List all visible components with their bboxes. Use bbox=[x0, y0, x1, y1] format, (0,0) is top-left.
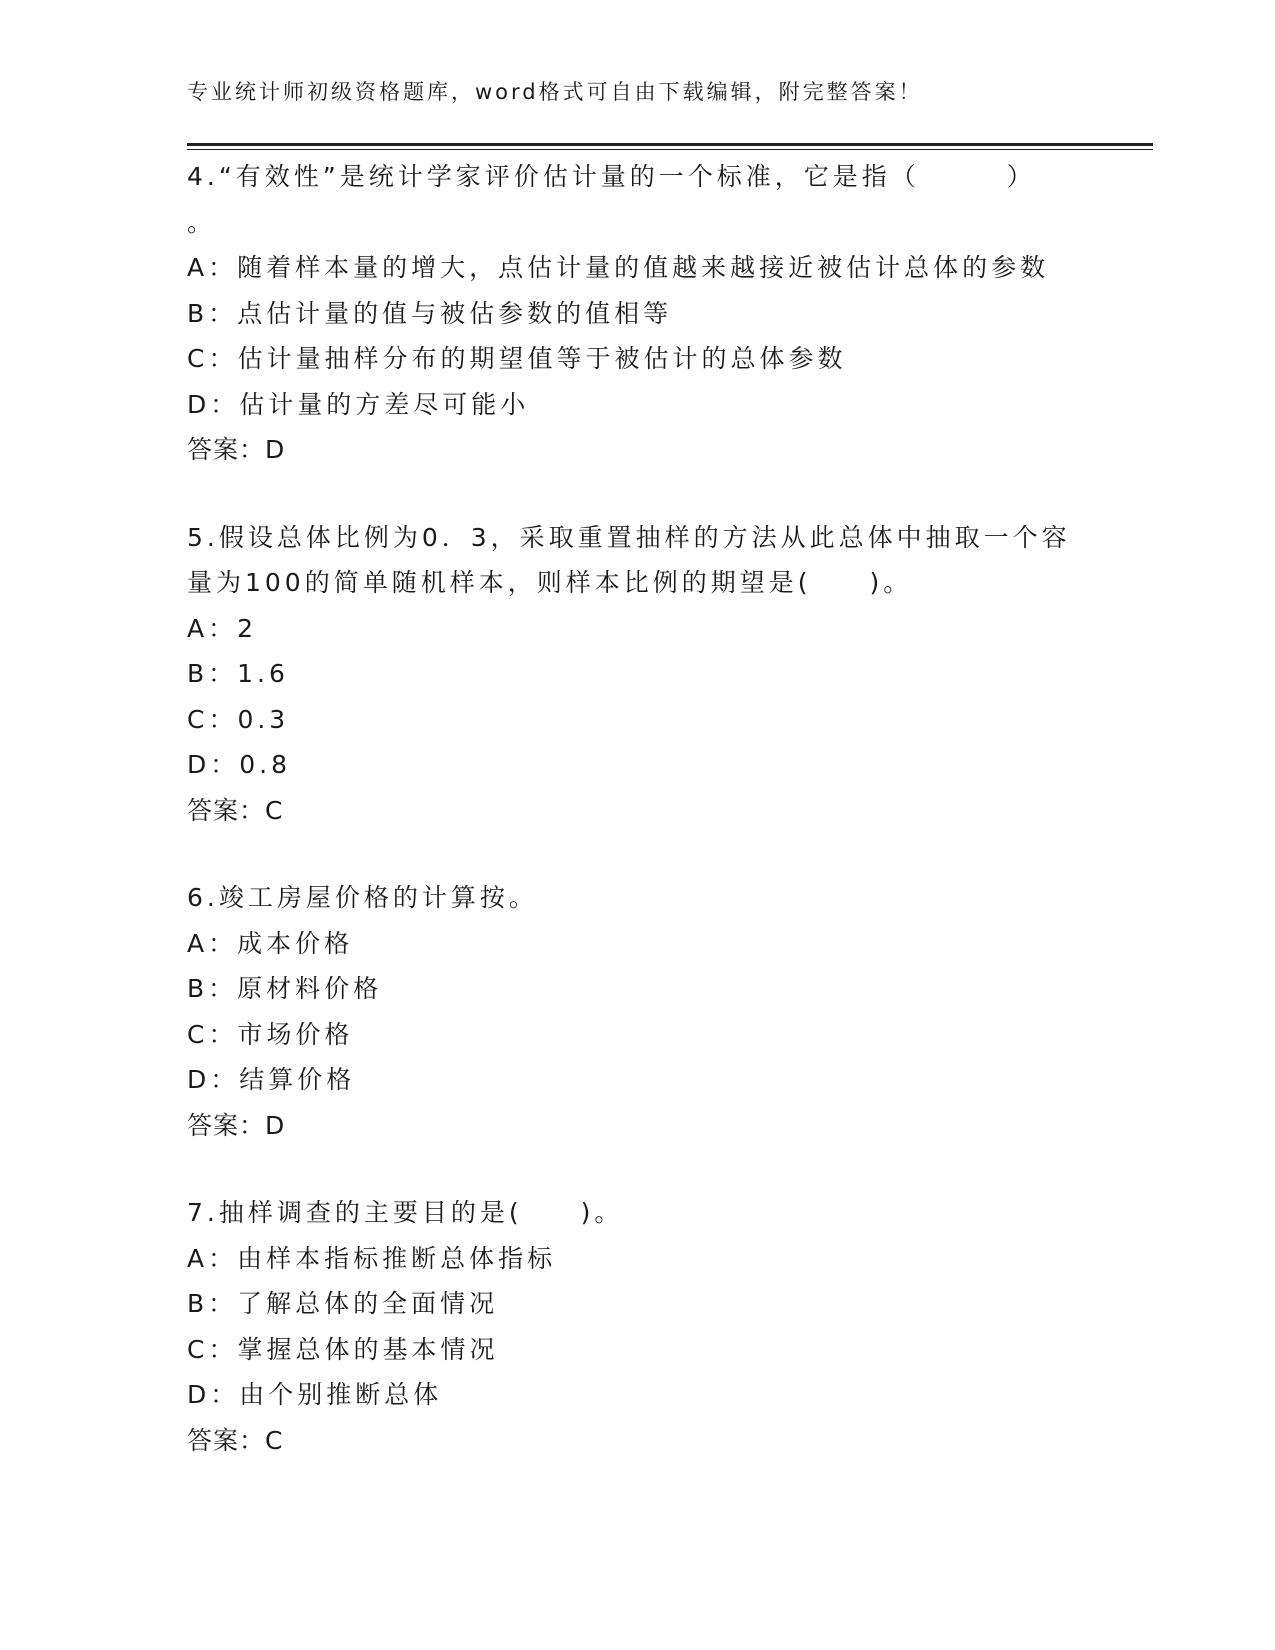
answer: 答案：D bbox=[187, 1110, 286, 1140]
option-d: D：估计量的方差尽可能小 bbox=[187, 389, 530, 419]
question-4 bbox=[187, 154, 1087, 473]
question-7 bbox=[187, 1190, 1087, 1463]
option-d: D：0.8 bbox=[187, 750, 292, 779]
option-d: D：由个别推断总体 bbox=[187, 1380, 443, 1409]
question-5 bbox=[187, 515, 1087, 834]
answer: 答案：C bbox=[187, 795, 284, 825]
option-b: B：点估计量的值与被估参数的值相等 bbox=[187, 298, 673, 328]
option-d: D：结算价格 bbox=[187, 1065, 356, 1094]
option-c: C：0.3 bbox=[187, 704, 290, 734]
question-stem-line: 。 bbox=[187, 207, 217, 237]
option-c: C：市场价格 bbox=[187, 1019, 354, 1049]
option-c: C：估计量抽样分布的期望值等于被估计的总体参数 bbox=[187, 344, 847, 373]
option-a: A：成本价格 bbox=[187, 928, 354, 958]
question-6 bbox=[187, 875, 1087, 1148]
option-b: B：1.6 bbox=[187, 659, 289, 688]
option-b: B：原材料价格 bbox=[187, 974, 383, 1003]
question-stem-line: 5.假设总体比例为0．3，采取重置抽样的方法从此总体中抽取一个容 bbox=[187, 522, 1071, 552]
question-stem-line: 量为100的简单随机样本，则样本比例的期望是( )。 bbox=[187, 568, 913, 597]
header-rule-thick bbox=[187, 143, 1153, 146]
option-a: A：随着样本量的增大，点估计量的值越来越接近被估计总体的参数 bbox=[187, 253, 1050, 282]
question-stem-line: 4.“有效性”是统计学家评价估计量的一个标准，它是指（ ） bbox=[187, 162, 1036, 191]
header-rule-thin bbox=[187, 149, 1153, 150]
answer: 答案：C bbox=[187, 1425, 284, 1455]
page-header: 专业统计师初级资格题库，word格式可自由下载编辑，附完整答案！ bbox=[187, 80, 923, 104]
option-c: C：掌握总体的基本情况 bbox=[187, 1334, 499, 1364]
question-list bbox=[187, 154, 1087, 1505]
option-a: A：2 bbox=[187, 613, 258, 643]
answer: 答案：D bbox=[187, 435, 286, 464]
option-a: A：由样本指标推断总体指标 bbox=[187, 1243, 557, 1273]
question-stem-line: 6.竣工房屋价格的计算按。 bbox=[187, 883, 538, 912]
option-b: B：了解总体的全面情况 bbox=[187, 1289, 499, 1318]
question-stem-line: 7.抽样调查的主要目的是( )。 bbox=[187, 1198, 624, 1227]
